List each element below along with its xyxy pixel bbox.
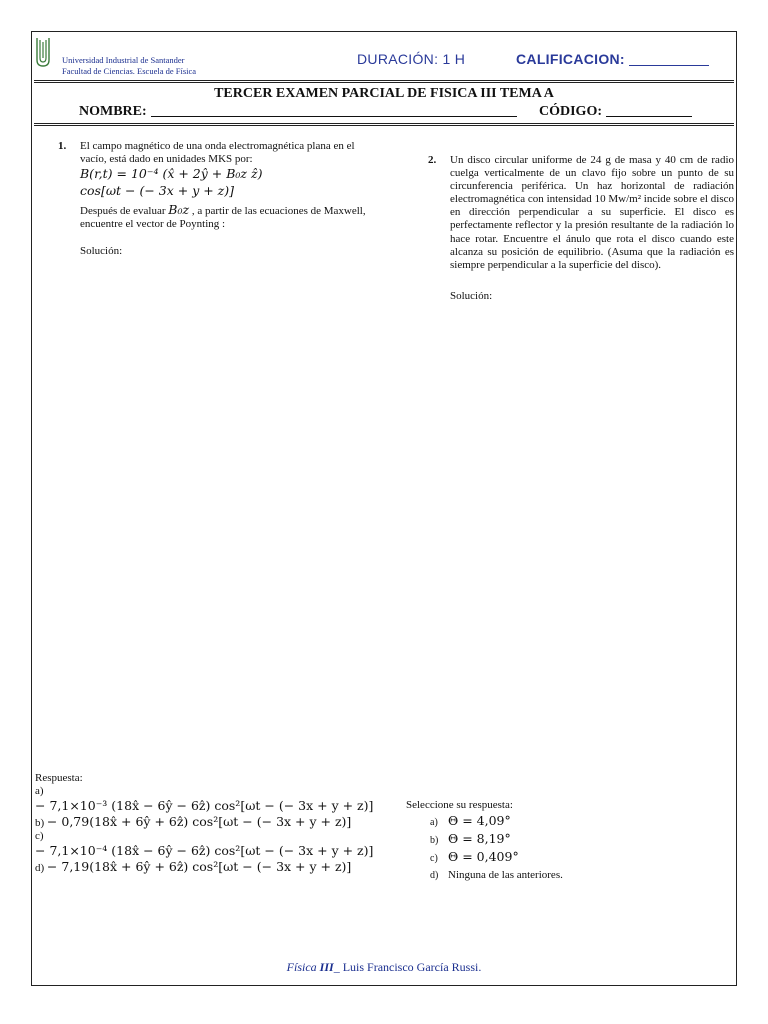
university-name: Universidad Industrial de Santander bbox=[62, 55, 185, 65]
option-b[interactable] bbox=[35, 814, 395, 830]
question-1-instruction bbox=[80, 201, 378, 231]
option-c-label[interactable]: c) bbox=[35, 830, 44, 842]
footer-roman: III bbox=[319, 960, 334, 974]
q2-option-d[interactable] bbox=[430, 866, 726, 884]
q2-option-b-value: Θ = 8,19° bbox=[448, 831, 511, 846]
option-b-equation: − 0,79(18x̂ + 6ŷ + 6ẑ) cos²[ωt − (− 3x + y + z)] bbox=[46, 814, 352, 829]
code-blank[interactable] bbox=[606, 116, 692, 117]
instruction-prefix: Después de evaluar bbox=[80, 205, 166, 217]
question-1 bbox=[58, 140, 378, 257]
name-label: NOMBRE: bbox=[79, 104, 147, 119]
q2-option-c-value: Θ = 0,409° bbox=[448, 849, 519, 864]
option-a-equation: − 7,1×10⁻³ (18x̂ − 6ŷ − 6ẑ) cos²[ωt − (− 3x + y + z)] bbox=[35, 798, 374, 813]
header-box bbox=[34, 80, 734, 126]
instruction-suffix: , a partir de las ecuaciones de Maxwell, encuentre el vector de Poynting : bbox=[80, 205, 366, 230]
university-logo-icon bbox=[34, 36, 52, 68]
q2-option-a[interactable] bbox=[430, 812, 726, 830]
name-field bbox=[79, 104, 517, 120]
q2-option-a-label: a) bbox=[430, 817, 438, 828]
q2-option-d-value: Ninguna de las anteriores. bbox=[448, 869, 563, 881]
option-a-label[interactable]: a) bbox=[35, 785, 44, 797]
grade-field bbox=[516, 51, 709, 67]
duration bbox=[357, 51, 465, 67]
question-1-field-equation-cos: cos[ωt − (− 3x + y + z)] bbox=[80, 183, 235, 198]
select-answer-label: Seleccione su respuesta: bbox=[406, 799, 513, 811]
code-field bbox=[539, 104, 692, 120]
instruction-variable: B₀z bbox=[168, 202, 190, 217]
q2-option-a-value: Θ = 4,09° bbox=[448, 813, 511, 828]
exam-title: TERCER EXAMEN PARCIAL DE FISICA III TEMA A bbox=[214, 86, 554, 101]
option-d-equation: − 7,19(18x̂ + 6ŷ + 6ẑ) cos²[ωt − (− 3x + y + z)] bbox=[46, 859, 352, 874]
name-blank[interactable] bbox=[151, 116, 517, 117]
code-label: CÓDIGO: bbox=[539, 104, 602, 119]
question-1-field-equation: B(r,t) = 10⁻⁴ (x̂ + 2ŷ + B₀z ẑ) bbox=[80, 166, 263, 181]
answers-label: Respuesta: bbox=[35, 772, 83, 784]
question-2-text: Un disco circular uniforme de 24 g de masa y 40 cm de radio cuelga verticalmente de un clavo fijo sobre un punto de su circunferencia periférica. Un haz horizontal de radiación electromagnética con intensidad 10 Mw/m² incide sobre el disco en dirección perpendicular a su superficie. El disco es perfectamente reflector y la presión resultante de la radiación lo hace rotar. Encuentre el ánulo que rota el disco cuando este alcanza su posición de equilibrio. (Asuma que la radiación es siempre perpendicular a la superficie del disco). bbox=[450, 154, 734, 271]
footer-prefix: Física bbox=[286, 960, 317, 974]
q2-option-c[interactable] bbox=[430, 848, 726, 866]
question-1-number: 1. bbox=[58, 140, 67, 152]
question-1-intro: El campo magnético de una onda electromagnética plana en el vacío, está dado en unidades MKS por: bbox=[80, 140, 355, 165]
option-b-label: b) bbox=[35, 817, 45, 829]
question-2 bbox=[428, 154, 734, 303]
institution-block bbox=[62, 55, 196, 77]
question-2-answers bbox=[406, 798, 726, 884]
footer bbox=[0, 960, 768, 975]
duration-value: 1 H bbox=[442, 51, 466, 67]
q2-option-d-label: d) bbox=[430, 870, 439, 881]
grade-label: CALIFICACION: bbox=[516, 51, 625, 67]
option-d[interactable] bbox=[35, 859, 395, 875]
question-1-answers bbox=[35, 772, 395, 875]
duration-label: DURACIÓN: bbox=[357, 51, 439, 67]
question-1-solution-label: Solución: bbox=[80, 244, 123, 257]
option-c-equation: − 7,1×10⁻⁴ (18x̂ − 6ŷ − 6ẑ) cos²[ωt − (− 3x + y + z)] bbox=[35, 843, 374, 858]
grade-blank[interactable] bbox=[629, 65, 709, 66]
question-2-solution-label: Solución: bbox=[450, 289, 493, 302]
q2-option-b[interactable] bbox=[430, 830, 726, 848]
footer-suffix: _ Luis Francisco García Russi. bbox=[333, 960, 482, 974]
faculty-name: Facultad de Ciencias. Escuela de Física bbox=[62, 66, 197, 76]
question-2-number: 2. bbox=[428, 154, 437, 166]
option-d-label: d) bbox=[35, 862, 45, 874]
q2-option-c-label: c) bbox=[430, 853, 438, 864]
q2-option-b-label: b) bbox=[430, 835, 439, 846]
